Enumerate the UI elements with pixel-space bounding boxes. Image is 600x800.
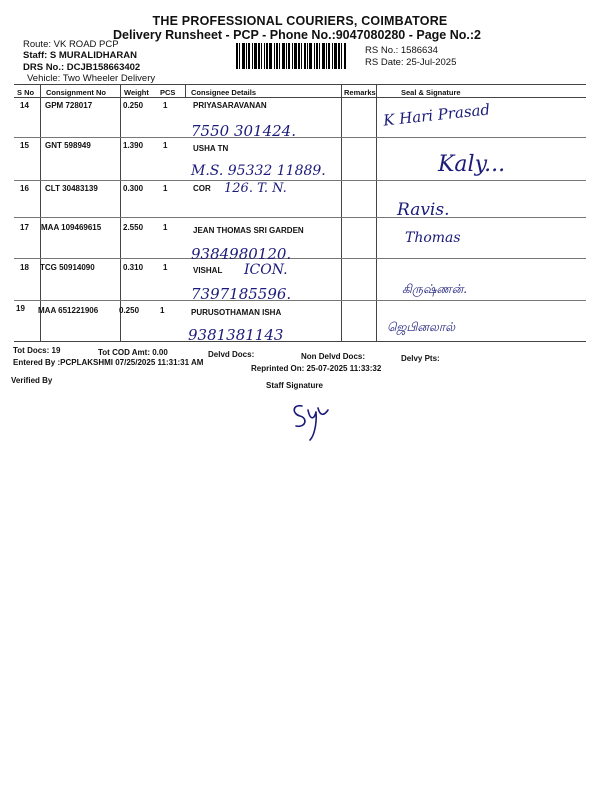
verified-by: Verified By [11,376,53,385]
company-name: THE PROFESSIONAL COURIERS, COIMBATORE [152,14,448,28]
rs-number: RS No.: 1586634 [365,45,438,56]
handwritten-phone: M.S. 95332 11889. [191,163,326,179]
handwritten-phone: 9381381143 [188,326,284,344]
recipient-signature: ஜெபினலால் [387,320,456,334]
row-pcs: 1 [160,306,165,315]
barcode [236,43,362,69]
col-consignment: Consignment No [46,88,106,97]
handwritten-note: ICON. [244,262,288,278]
row-sno: 16 [20,184,29,193]
col-remarks: Remarks [344,88,376,97]
route: Route: VK ROAD PCP [23,39,119,50]
row-pcs: 1 [163,101,168,110]
recipient-signature: K Hari Prasad [382,100,491,130]
entered-by: Entered By :PCPLAKSHMI 07/25/2025 11:31:31 AM [13,358,204,367]
recipient-signature: Kaly... [438,152,506,177]
row-consignment: CLT 30483139 [45,184,98,193]
rs-date: RS Date: 25-Jul-2025 [365,57,457,68]
row-consignment: TCG 50914090 [40,263,95,272]
delivered-docs: Delvd Docs: [208,350,255,359]
row-weight: 0.310 [123,263,144,272]
row-weight: 0.250 [119,306,140,315]
reprinted-on: Reprinted On: 25-07-2025 11:33:32 [251,364,382,373]
row-sno: 19 [16,304,25,313]
delivery-points: Delvy Pts: [401,354,440,363]
row-weight: 0.300 [123,184,144,193]
non-delivered-docs: Non Delvd Docs: [301,352,366,361]
staff-signature [288,396,338,444]
row-sno: 17 [20,223,29,232]
handwritten-phone: 9384980120. [191,245,292,263]
drs-number: DRS No.: DCJB158663402 [23,62,141,73]
vehicle: Vehicle: Two Wheeler Delivery [27,73,156,84]
row-consignee: PURUSOTHAMAN ISHA [191,308,282,317]
recipient-signature: கிருஷ்ணன். [402,282,468,296]
recipient-signature: Thomas [405,230,461,246]
row-consignee: PRIYASARAVANAN [193,101,267,110]
staff: Staff: S MURALIDHARAN [23,50,137,61]
row-consignee: VISHAL [193,266,223,275]
staff-signature-label: Staff Signature [266,381,323,390]
handwritten-note: 126. T. N. [224,181,287,196]
row-weight: 1.390 [123,141,144,150]
row-sno: 15 [20,141,29,150]
col-sno: S No [17,88,35,97]
col-weight: Weight [124,88,149,97]
row-consignment: GNT 598949 [45,141,91,150]
recipient-signature: Ravis. [397,200,450,220]
handwritten-phone: 7550 301424. [191,122,296,140]
row-consignment: GPM 728017 [45,101,93,110]
row-pcs: 1 [163,184,168,193]
row-pcs: 1 [163,223,168,232]
col-seal-signature: Seal & Signature [401,88,461,97]
row-consignee: JEAN THOMAS SRI GARDEN [193,226,304,235]
row-sno: 14 [20,101,29,110]
col-pcs: PCS [160,88,176,97]
total-docs: Tot Docs: 19 [13,346,61,355]
row-pcs: 1 [163,141,168,150]
total-cod-amount: Tot COD Amt: 0.00 [98,348,168,357]
row-pcs: 1 [163,263,168,272]
row-sno: 18 [20,263,29,272]
row-consignment: MAA 109469615 [41,223,102,232]
row-consignee: COR [193,184,211,193]
row-consignment: MAA 651221906 [38,306,99,315]
row-weight: 0.250 [123,101,144,110]
handwritten-phone: 7397185596. [191,285,292,303]
row-weight: 2.550 [123,223,144,232]
col-consignee: Consignee Details [191,88,257,97]
row-consignee: USHA TN [193,144,229,153]
runsheet-title: Delivery Runsheet - PCP - Phone No.:9047080280 - Page No.:2 [113,28,481,42]
